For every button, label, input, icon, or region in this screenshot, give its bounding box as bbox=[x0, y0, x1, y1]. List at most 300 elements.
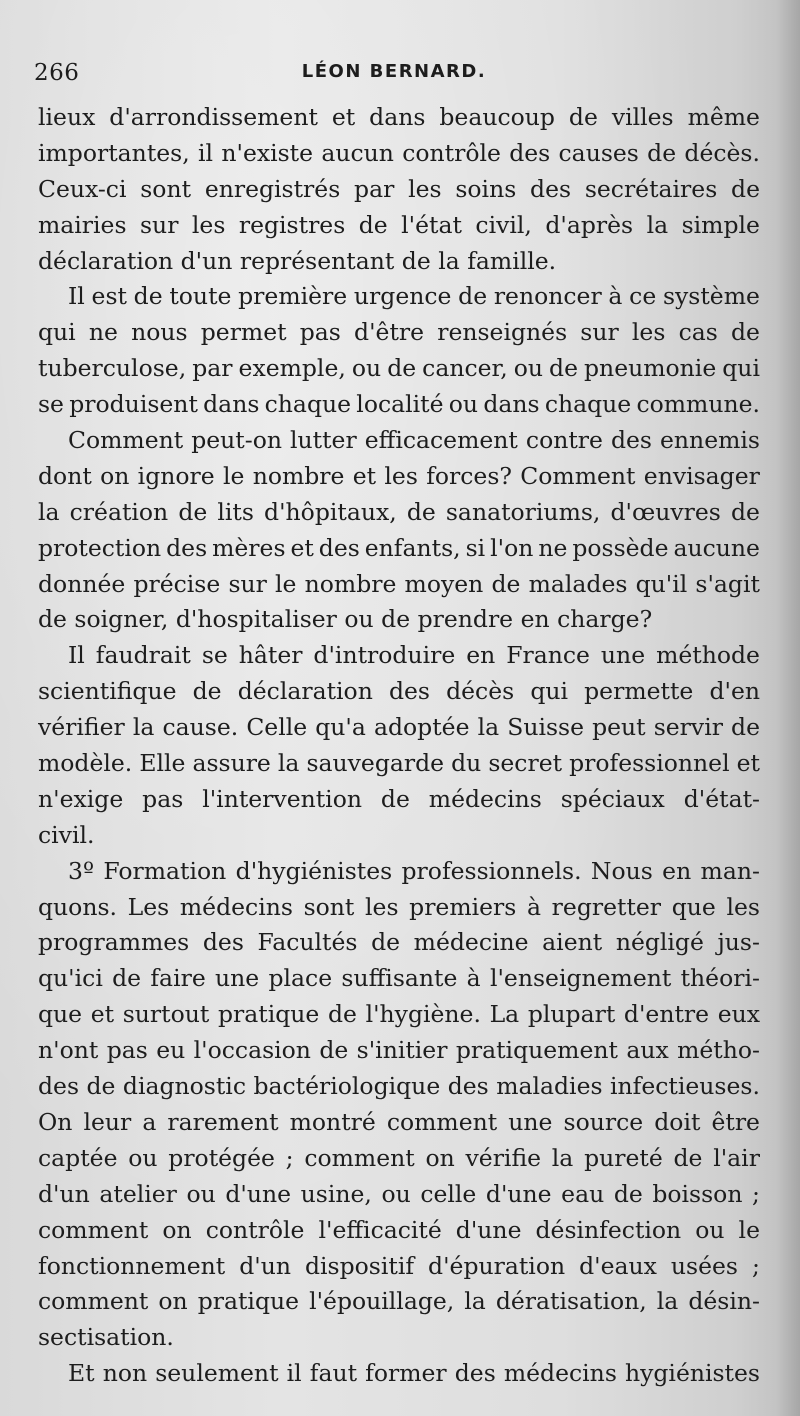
word: nombre bbox=[304, 569, 397, 598]
word: représentant bbox=[239, 246, 402, 275]
word: les bbox=[384, 461, 418, 490]
word: ; bbox=[752, 1251, 760, 1280]
word: ou bbox=[186, 1179, 216, 1208]
word: On bbox=[38, 1107, 73, 1136]
word: possède bbox=[572, 533, 669, 562]
word: n'existe bbox=[221, 138, 314, 167]
word: la bbox=[656, 1287, 679, 1316]
word: pratique bbox=[217, 1000, 320, 1029]
word: des bbox=[38, 1072, 80, 1101]
text-line bbox=[38, 602, 760, 638]
word: qui bbox=[722, 354, 760, 383]
word: de bbox=[38, 605, 75, 634]
word: qui bbox=[530, 677, 569, 706]
word: fonctionnement bbox=[38, 1251, 226, 1280]
text-line bbox=[38, 1320, 760, 1356]
word: d'être bbox=[354, 318, 425, 347]
word: déclaration bbox=[237, 677, 373, 706]
text-line bbox=[38, 208, 760, 244]
word: des bbox=[388, 677, 430, 706]
word: sur bbox=[140, 210, 179, 239]
text-line bbox=[38, 495, 760, 531]
word: permette bbox=[584, 677, 694, 706]
word: des bbox=[610, 426, 652, 455]
word: déclaration bbox=[38, 246, 181, 275]
word: ; bbox=[752, 1179, 760, 1208]
word: en bbox=[662, 856, 692, 885]
word: médecins bbox=[503, 1359, 617, 1388]
word: l'efficacité bbox=[318, 1215, 442, 1244]
word: modèle. bbox=[38, 749, 133, 778]
word: sur bbox=[228, 569, 267, 598]
word: on bbox=[158, 1287, 188, 1316]
word: atelier bbox=[99, 1179, 177, 1208]
word: leur bbox=[83, 1107, 132, 1136]
word: sanatoriums, bbox=[445, 497, 601, 526]
word: on bbox=[425, 1143, 455, 1172]
word: de bbox=[133, 282, 163, 311]
word: désin- bbox=[688, 1287, 760, 1316]
word: de bbox=[406, 497, 436, 526]
word: former bbox=[365, 1359, 447, 1388]
word: et bbox=[736, 749, 760, 778]
word: cas bbox=[678, 318, 718, 347]
word: professionnel bbox=[569, 749, 730, 778]
text-line bbox=[38, 782, 760, 818]
word: ce bbox=[629, 282, 657, 311]
word: nombre bbox=[252, 461, 345, 490]
word: une bbox=[508, 1107, 553, 1136]
word: seulement bbox=[155, 1359, 279, 1388]
word: pas bbox=[106, 1036, 148, 1065]
word: France bbox=[506, 641, 590, 670]
word: l'enseignement bbox=[489, 964, 672, 993]
word: ne bbox=[538, 533, 568, 562]
word: d'état- bbox=[683, 784, 760, 813]
word: précise bbox=[133, 569, 221, 598]
word: de bbox=[647, 138, 677, 167]
word: de bbox=[319, 1036, 349, 1065]
word: en bbox=[466, 641, 496, 670]
word: doit bbox=[654, 1107, 701, 1136]
word: renseignés bbox=[437, 318, 568, 347]
word: de bbox=[381, 605, 418, 634]
word: localité bbox=[356, 390, 444, 419]
word: chaque bbox=[544, 390, 632, 419]
text-line bbox=[38, 1356, 760, 1392]
word: de bbox=[86, 1072, 116, 1101]
word: aucun bbox=[321, 138, 394, 167]
word: la bbox=[277, 749, 300, 778]
word: ; bbox=[285, 1143, 294, 1172]
word: se bbox=[201, 641, 228, 670]
word: dans bbox=[369, 103, 426, 131]
word: man- bbox=[700, 856, 760, 885]
word: peut-on bbox=[191, 426, 282, 455]
word: d'une bbox=[455, 1215, 522, 1244]
word: d'un bbox=[239, 1251, 291, 1280]
word: boisson bbox=[652, 1179, 743, 1208]
word: de bbox=[401, 246, 439, 275]
word: les bbox=[408, 174, 442, 203]
word: se bbox=[38, 390, 64, 419]
word: est bbox=[91, 282, 127, 311]
word: dératisation, bbox=[495, 1287, 647, 1316]
word: eu bbox=[156, 1036, 186, 1065]
word: Celle bbox=[246, 713, 308, 742]
word: qu'ici bbox=[38, 964, 103, 993]
word: des bbox=[530, 174, 572, 203]
word: suffisante bbox=[341, 964, 458, 993]
word: Facultés bbox=[257, 928, 358, 957]
word: première bbox=[238, 282, 348, 311]
word: chaque bbox=[264, 390, 352, 419]
word: d'eaux bbox=[579, 1251, 657, 1280]
word: médecine bbox=[413, 928, 529, 957]
word: de bbox=[613, 1179, 643, 1208]
word: bactériologique bbox=[253, 1072, 441, 1101]
word: création bbox=[69, 497, 169, 526]
word: quons. bbox=[38, 892, 117, 921]
text-line bbox=[38, 1213, 760, 1249]
text-line bbox=[38, 172, 760, 208]
word: de bbox=[192, 677, 222, 706]
word: Et bbox=[68, 1359, 95, 1388]
word: d'en bbox=[709, 677, 760, 706]
text-line bbox=[38, 567, 760, 603]
word: moyen bbox=[404, 569, 484, 598]
word: et bbox=[290, 533, 314, 562]
word: que bbox=[38, 1000, 83, 1029]
word: envisager bbox=[643, 461, 760, 490]
word: il bbox=[198, 138, 214, 167]
word: de bbox=[387, 354, 417, 383]
word: si bbox=[465, 533, 486, 562]
word: de bbox=[568, 103, 598, 131]
word: de bbox=[380, 784, 410, 813]
word: par bbox=[354, 174, 395, 203]
word: système bbox=[662, 282, 760, 311]
word: Il bbox=[68, 641, 85, 670]
word: de bbox=[731, 174, 760, 203]
text-line bbox=[38, 100, 760, 136]
word: faire bbox=[150, 964, 206, 993]
word: de bbox=[371, 928, 401, 957]
text-line bbox=[38, 890, 760, 926]
word: de bbox=[549, 354, 578, 383]
word: dispositif bbox=[304, 1251, 415, 1280]
word: pas bbox=[142, 784, 184, 813]
word: qu'il bbox=[635, 569, 688, 598]
word: maladies bbox=[496, 1072, 603, 1101]
word: d'une bbox=[225, 1179, 292, 1208]
text-line bbox=[38, 531, 760, 567]
text-line bbox=[38, 1105, 760, 1141]
word: simple bbox=[681, 210, 760, 239]
word: famille. bbox=[467, 246, 557, 275]
word: à bbox=[608, 282, 623, 311]
text-line bbox=[38, 136, 760, 172]
word: et bbox=[90, 1000, 115, 1029]
word: être bbox=[711, 1107, 760, 1136]
word: la bbox=[132, 713, 155, 742]
word: vérifie bbox=[465, 1143, 542, 1172]
word: les bbox=[726, 892, 760, 921]
word: protection bbox=[38, 533, 162, 562]
word: que bbox=[671, 892, 716, 921]
word: scientifique bbox=[38, 677, 177, 706]
text-line bbox=[38, 638, 760, 674]
word: sont bbox=[140, 174, 192, 203]
word: d'introduire bbox=[313, 641, 456, 670]
word: faut bbox=[309, 1359, 358, 1388]
word: Suisse bbox=[507, 713, 584, 742]
word: spéciaux bbox=[560, 784, 665, 813]
running-head: LÉON BERNARD. bbox=[301, 61, 487, 82]
word: Elle bbox=[139, 749, 186, 778]
word: des bbox=[202, 928, 244, 957]
word: enregistrés bbox=[204, 174, 341, 203]
text-line bbox=[38, 387, 760, 423]
word: civil. bbox=[38, 820, 95, 849]
word: de bbox=[673, 1143, 703, 1172]
word: les bbox=[191, 210, 226, 239]
word: pneumonie bbox=[584, 354, 717, 383]
word: en bbox=[520, 605, 558, 634]
word: montré bbox=[289, 1107, 376, 1136]
word: la bbox=[551, 1143, 574, 1172]
word: premiers bbox=[409, 892, 517, 921]
word: eau bbox=[561, 1179, 605, 1208]
word: registres bbox=[238, 210, 346, 239]
word: renoncer bbox=[493, 282, 602, 311]
word: médecins bbox=[428, 784, 542, 813]
word: on bbox=[162, 1215, 192, 1244]
word: toute bbox=[169, 282, 232, 311]
word: d'un bbox=[38, 1179, 90, 1208]
text-line bbox=[38, 818, 760, 854]
word: ou bbox=[513, 354, 543, 383]
word: pratique bbox=[197, 1287, 300, 1316]
word: beaucoup bbox=[439, 103, 555, 131]
word: charge? bbox=[557, 605, 653, 634]
word: d'entre bbox=[623, 1000, 710, 1029]
word: La bbox=[489, 1000, 520, 1029]
word: négligé bbox=[615, 928, 704, 957]
word: la bbox=[438, 246, 468, 275]
word: ou bbox=[344, 605, 382, 634]
word: médecins bbox=[179, 892, 293, 921]
word: Comment bbox=[520, 461, 636, 490]
word: n'exige bbox=[38, 784, 124, 813]
word: des bbox=[509, 138, 551, 167]
text-line bbox=[38, 997, 760, 1033]
text-line bbox=[38, 279, 760, 315]
word: efficacement bbox=[364, 426, 518, 455]
word: de bbox=[327, 1000, 357, 1029]
word: le bbox=[738, 1215, 760, 1244]
word: des bbox=[454, 1359, 496, 1388]
word: d'arrondissement bbox=[109, 103, 318, 131]
word: ou bbox=[448, 390, 479, 419]
word: ou bbox=[351, 354, 382, 383]
word: s'initier bbox=[356, 1036, 448, 1065]
word: nous bbox=[131, 318, 188, 347]
word: qu'a bbox=[315, 713, 366, 742]
word: contrôle bbox=[402, 138, 501, 167]
word: il bbox=[286, 1359, 302, 1388]
word: forces? bbox=[426, 461, 512, 490]
word: lits bbox=[217, 497, 254, 526]
word: comment bbox=[386, 1107, 498, 1136]
word: cause. bbox=[162, 713, 239, 742]
word: sauvegarde bbox=[306, 749, 445, 778]
word: contrôle bbox=[205, 1215, 305, 1244]
word: de bbox=[178, 497, 208, 526]
word: plupart bbox=[527, 1000, 616, 1029]
word: protégée bbox=[168, 1143, 275, 1172]
word: hâter bbox=[238, 641, 303, 670]
word: sont bbox=[303, 892, 355, 921]
word: source bbox=[563, 1107, 644, 1136]
word: d'hygiénistes bbox=[235, 856, 393, 885]
text-line bbox=[38, 1284, 760, 1320]
word: théori- bbox=[680, 964, 760, 993]
word: désinfection bbox=[535, 1215, 682, 1244]
text-line bbox=[38, 854, 760, 890]
word: Nous bbox=[590, 856, 653, 885]
word: non bbox=[102, 1359, 148, 1388]
word: secrétaires bbox=[584, 174, 718, 203]
word: et bbox=[331, 103, 356, 131]
word: les bbox=[365, 892, 399, 921]
word: eux bbox=[717, 1000, 760, 1029]
word: tuberculose, bbox=[38, 354, 187, 383]
word: l'intervention bbox=[202, 784, 362, 813]
word: ou bbox=[128, 1143, 158, 1172]
word: vérifier bbox=[38, 713, 125, 742]
word: décès. bbox=[684, 138, 760, 167]
word: l'air bbox=[713, 1143, 760, 1172]
word: ou bbox=[381, 1179, 411, 1208]
word: aux bbox=[626, 1036, 669, 1065]
word: servir bbox=[653, 713, 723, 742]
word: a bbox=[142, 1107, 157, 1136]
word: la bbox=[38, 497, 60, 526]
word: commune. bbox=[636, 390, 760, 419]
word: professionnels. bbox=[401, 856, 582, 885]
word: l'hygiène. bbox=[365, 1000, 481, 1029]
word: contre bbox=[525, 426, 603, 455]
word: diagnostic bbox=[122, 1072, 246, 1101]
word: comment bbox=[38, 1215, 149, 1244]
text-line bbox=[38, 746, 760, 782]
word: civil, bbox=[475, 210, 532, 239]
word: produisent bbox=[69, 390, 198, 419]
text-line bbox=[38, 423, 760, 459]
word: prendre bbox=[417, 605, 521, 634]
word: le bbox=[275, 569, 297, 598]
word: surtout bbox=[122, 1000, 210, 1029]
word: du bbox=[451, 749, 482, 778]
word: à bbox=[527, 892, 542, 921]
word: des bbox=[318, 533, 360, 562]
word: d'hospitaliser bbox=[175, 605, 345, 634]
word: assure bbox=[192, 749, 271, 778]
word: permet bbox=[200, 318, 287, 347]
word: aient bbox=[542, 928, 603, 957]
word: jus- bbox=[717, 928, 760, 957]
word: programmes bbox=[38, 928, 190, 957]
word: Ceux-ci bbox=[38, 174, 127, 203]
word: aucune bbox=[673, 533, 760, 562]
word: de bbox=[731, 713, 760, 742]
word: peut bbox=[592, 713, 646, 742]
word: faudrait bbox=[95, 641, 191, 670]
word: la bbox=[477, 713, 500, 742]
word: s'agit bbox=[695, 569, 760, 598]
word: d'un bbox=[180, 246, 240, 275]
word: à bbox=[466, 964, 481, 993]
word: métho- bbox=[677, 1036, 760, 1065]
word: la bbox=[464, 1287, 486, 1316]
word: ne bbox=[88, 318, 118, 347]
word: même bbox=[687, 103, 760, 131]
word: Formation bbox=[103, 856, 227, 885]
word: adoptée bbox=[373, 713, 470, 742]
word: de bbox=[458, 282, 488, 311]
word: villes bbox=[611, 103, 674, 131]
word: captée bbox=[38, 1143, 118, 1172]
text-line bbox=[38, 1249, 760, 1285]
word: l'état bbox=[401, 210, 462, 239]
word: et bbox=[352, 461, 377, 490]
word: décès bbox=[446, 677, 515, 706]
word: mairies bbox=[38, 210, 127, 239]
text-line bbox=[38, 925, 760, 961]
word: par bbox=[192, 354, 233, 383]
word: de bbox=[730, 318, 760, 347]
word: d'œuvres bbox=[610, 497, 721, 526]
word: lutter bbox=[290, 426, 357, 455]
word: l'épouillage, bbox=[309, 1287, 455, 1316]
word: donnée bbox=[38, 569, 126, 598]
body-text bbox=[38, 100, 760, 1392]
word: des bbox=[447, 1072, 489, 1101]
word: usine, bbox=[300, 1179, 372, 1208]
word: méthode bbox=[656, 641, 760, 670]
word: soigner, bbox=[74, 605, 176, 634]
word: hygiénistes bbox=[624, 1359, 760, 1388]
word: de bbox=[491, 569, 521, 598]
page-number: 266 bbox=[34, 60, 80, 86]
text-line bbox=[38, 1177, 760, 1213]
word: urgence bbox=[353, 282, 452, 311]
word: une bbox=[600, 641, 646, 670]
word: Il bbox=[68, 282, 85, 311]
text-line bbox=[38, 351, 760, 387]
word: comment bbox=[304, 1143, 415, 1172]
word: enfants, bbox=[364, 533, 461, 562]
word: l'on bbox=[490, 533, 534, 562]
word: une bbox=[215, 964, 260, 993]
word: soins bbox=[455, 174, 517, 203]
word: pas bbox=[299, 318, 341, 347]
text-line bbox=[38, 315, 760, 351]
word: d'hôpitaux, bbox=[264, 497, 397, 526]
word: sectisation. bbox=[38, 1323, 174, 1352]
text-line bbox=[38, 674, 760, 710]
